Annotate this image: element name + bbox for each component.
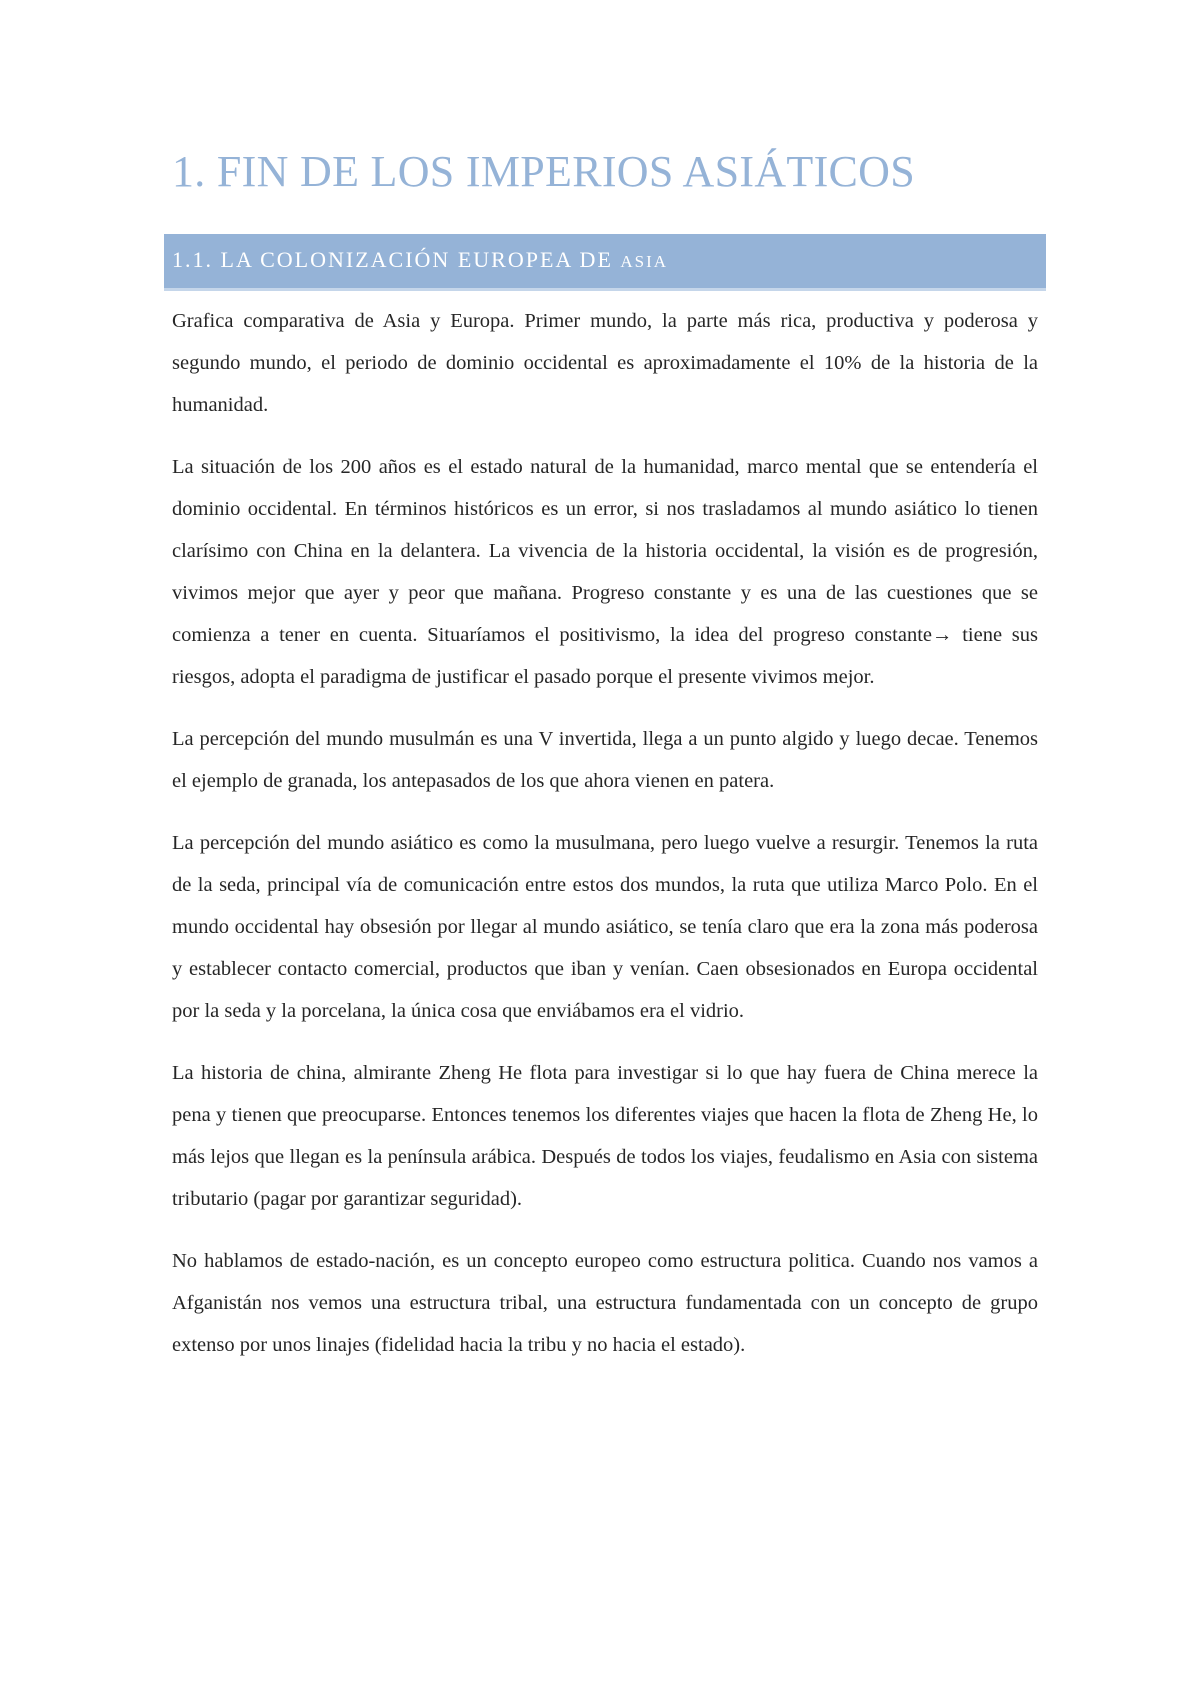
paragraph-2: La situación de los 200 años es el estado natural de la humanidad, marco mental que se entendería el dominio occidental. En términos históricos es un error, si nos trasladamos al mundo asiático lo tienen clarísimo con China en la delantera. La vivencia de la historia occidental, la visión es de progresión, vivimos mejor que ayer y peor que mañana. Progreso constante y es una de las cuestiones que se comienza a tener en cuenta. Situaríamos el positivismo, la idea del progreso constante→ tiene sus riesgos, adopta el paradigma de justificar el pasado porque el presente vivimos mejor. <box>172 456 1038 688</box>
page-content <box>172 140 1038 1366</box>
paragraph-4: La percepción del mundo asiático es como la musulmana, pero luego vuelve a resurgir. Tenemos la ruta de la seda, principal vía de comunicación entre estos dos mundos, la ruta que utiliza Marco Polo. En el mundo occidental hay obsesión por llegar al mundo asiático, se tenía claro que era la zona más poderosa y establecer contacto comercial, productos que iban y venían. Caen obsesionados en Europa occidental por la seda y la porcelana, la única cosa que enviábamos era el vidrio. <box>172 832 1038 1022</box>
paragraph-3: La percepción del mundo musulmán es una V invertida, llega a un punto algido y luego decae. Tenemos el ejemplo de granada, los antepasados de los que ahora vienen en patera. <box>172 728 1038 792</box>
section-heading-main: 1.1. LA COLONIZACIÓN EUROPEA DE <box>172 247 621 272</box>
section-heading-tail: ASIA <box>620 252 669 271</box>
section-heading <box>164 234 1046 291</box>
paragraph-5: La historia de china, almirante Zheng He flota para investigar si lo que hay fuera de China merece la pena y tienen que preocuparse. Entonces tenemos los diferentes viajes que hacen la flota de Zheng He, lo más lejos que llegan es la península arábica. Después de todos los viajes, feudalismo en Asia con sistema tributario (pagar por garantizar seguridad). <box>172 1062 1038 1210</box>
chapter-heading: 1. FIN DE LOS IMPERIOS ASIÁTICOS <box>172 147 916 196</box>
paragraph-1: Grafica comparativa de Asia y Europa. Primer mundo, la parte más rica, productiva y poderosa y segundo mundo, el periodo de dominio occidental es aproximadamente el 10% de la historia de la humanidad. <box>172 310 1038 416</box>
paragraph-6: No hablamos de estado-nación, es un concepto europeo como estructura politica. Cuando nos vamos a Afganistán nos vemos una estructura tribal, una estructura fundamentada con un concepto de grupo extenso por unos linajes (fidelidad hacia la tribu y no hacia el estado). <box>172 1250 1038 1356</box>
